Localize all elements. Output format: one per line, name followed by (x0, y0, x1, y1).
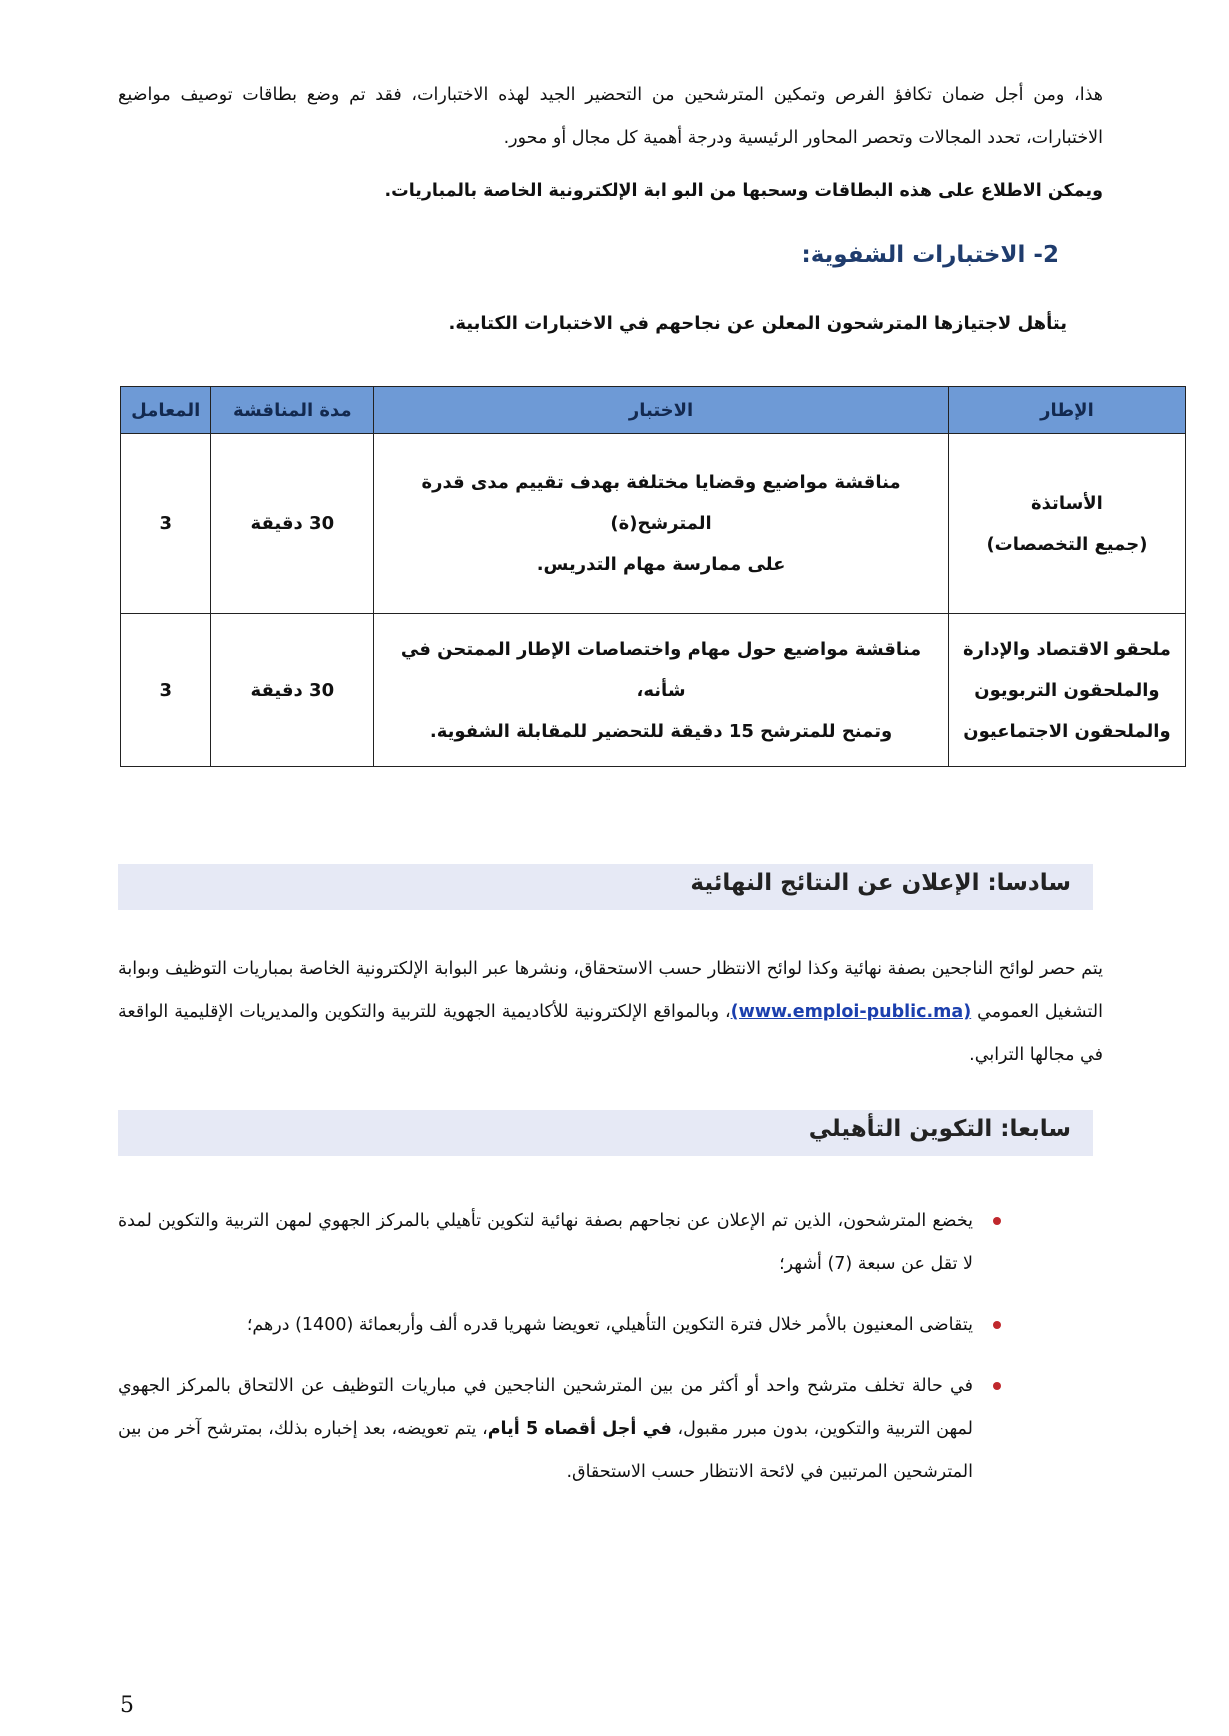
bullet-text: يخضع المترشحون، الذين تم الإعلان عن نجاحهم بصفة نهائية لتكوين تأهيلي بالمركز الجهوي لمهن التربية والتكوين لمدة لا تقل عن سبعة (7) أشهر؛ (118, 1211, 973, 1274)
cell-frame: الأساتذة (جميع التخصصات) (948, 434, 1185, 614)
section7-banner (118, 1110, 1093, 1156)
section7-title: سابعا: التكوين التأهيلي (808, 1116, 1071, 1142)
bullet-text-before: في حالة تخلف مترشح واحد أو أكثر من بين المترشحين الناجحين في مباريات التوظيف عن الالتحاق بالمركز الجهوي لمهن التربية والتكوين، بدون مبرر مقبول، (118, 1376, 973, 1439)
header-coefficient: المعامل (121, 387, 211, 434)
intro-bold-text: ويمكن الاطلاع على هذه البطاقات وسحبها من البو ابة الإلكترونية الخاصة بالمباريات. (384, 181, 1103, 201)
oral-tests-heading: 2- الاختبارات الشفوية: (801, 242, 1059, 268)
emploi-public-link[interactable]: (www.emploi-public.ma) (730, 1002, 972, 1022)
header-frame: الإطار (948, 387, 1185, 434)
cell-test: مناقشة مواضيع حول مهام واختصاصات الإطار الممتحن في شأنه، وتمنح للمترشح 15 دقيقة للتحضير للمقابلة الشفوية. (374, 614, 949, 767)
header-duration: مدة المناقشة (211, 387, 374, 434)
cell-duration: 30 دقيقة (211, 614, 374, 767)
section6-title: سادسا: الإعلان عن النتائج النهائية (690, 870, 1071, 896)
bullet-text: يتقاضى المعنيون بالأمر خلال فترة التكوين التأهيلي، تعويضا شهريا قدره ألف وأربعمائة (1400) درهم؛ (246, 1315, 973, 1335)
cell-test: مناقشة مواضيع وقضايا مختلفة بهدف تقييم مدى قدرة المترشح(ة) على ممارسة مهام التدريس. (374, 434, 949, 614)
intro-text: هذا، ومن أجل ضمان تكافؤ الفرص وتمكين المترشحين من التحضير الجيد لهذه الاختبارات، فقد تم وضع بطاقات توصيف مواضيع الاختبارات، تحدد المجالات وتحصر المحاور الرئيسية ودرجة أهمية كل مجال أو محور. (118, 85, 1103, 148)
table-header-row (121, 387, 1186, 434)
table-row (121, 614, 1186, 767)
list-item (118, 1365, 1003, 1494)
bullet-text-after: ، يتم تعويضه، بعد إخباره بذلك، بمترشح آخر من بين المترشحين المرتبين في لائحة الانتظار حسب الاستحقاق. (118, 1419, 973, 1482)
section6-text-after: ، وبالمواقع الإلكترونية للأكاديمية الجهوية للتربية والتكوين والمديريات الإقليمية الواقعة في مجالها الترابي. (118, 1002, 1103, 1065)
table-row (121, 434, 1186, 614)
cell-duration: 30 دقيقة (211, 434, 374, 614)
section6-paragraph (118, 948, 1103, 1077)
bullet-text-bold: في أجل أقصاه 5 أيام (487, 1419, 672, 1439)
list-item (118, 1304, 1003, 1347)
page-number: 5 (120, 1693, 134, 1718)
bullet-dot-icon (993, 1321, 1001, 1329)
section7-bullet-list (118, 1200, 1003, 1512)
oral-tests-table (120, 386, 1186, 767)
section6-banner (118, 864, 1093, 910)
header-test: الاختبار (374, 387, 949, 434)
list-item (118, 1200, 1003, 1286)
cell-coefficient: 3 (121, 434, 211, 614)
cell-coefficient: 3 (121, 614, 211, 767)
intro-bold-line (118, 170, 1103, 213)
oral-tests-lead: يتأهل لاجتيازها المترشحون المعلن عن نجاحهم في الاختبارات الكتابية. (448, 313, 1067, 334)
section6-text-before: يتم حصر لوائح الناجحين بصفة نهائية وكذا لوائح الانتظار حسب الاستحقاق، ونشرها عبر البوابة الإلكترونية الخاصة بمباريات التوظيف وبوابة التشغيل العمومي (118, 959, 1103, 1022)
intro-paragraph (118, 74, 1103, 160)
bullet-dot-icon (993, 1382, 1001, 1390)
bullet-dot-icon (993, 1217, 1001, 1225)
cell-frame: ملحقو الاقتصاد والإدارة والملحقون التربويون والملحقون الاجتماعيون (948, 614, 1185, 767)
